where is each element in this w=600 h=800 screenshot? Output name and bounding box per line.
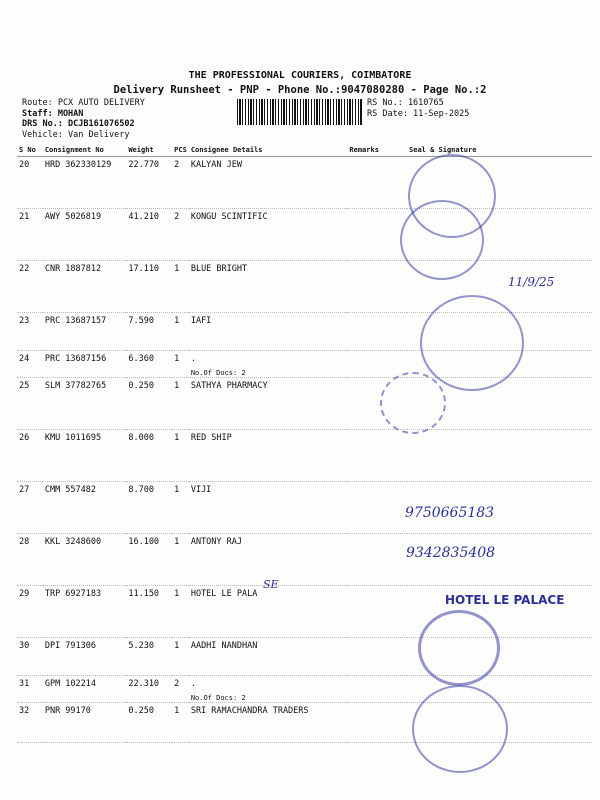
vehicle-line: Vehicle: Van Delivery xyxy=(22,129,130,140)
consignment-cell xyxy=(43,586,127,638)
consignee-cell xyxy=(189,430,348,482)
weight-cell-text: 22.770 xyxy=(128,160,160,170)
pcs-cell xyxy=(172,351,189,378)
table-row xyxy=(17,482,592,534)
sno-cell-text: 23 xyxy=(19,316,30,326)
table-row xyxy=(17,430,592,482)
sno-cell-text: 27 xyxy=(19,485,30,495)
remarks-cell xyxy=(347,586,407,638)
table-row xyxy=(17,351,592,378)
pcs-cell xyxy=(172,313,189,351)
weight-cell xyxy=(126,209,172,261)
weight-cell xyxy=(126,703,172,743)
consignment-cell-text: DPI 791306 xyxy=(44,641,97,651)
consignment-cell-text: PRC 13687157 xyxy=(44,316,107,326)
consignee-cell-text: VIJI xyxy=(190,485,212,495)
handwritten-le-overlay: SE xyxy=(263,578,279,591)
remarks-cell xyxy=(347,534,407,586)
consignee-cell xyxy=(189,157,348,209)
rs-date: RS Date: 11-Sep-2025 xyxy=(367,109,470,119)
consignee-cell xyxy=(189,313,348,351)
consignee-cell xyxy=(189,586,348,638)
sno-cell xyxy=(17,261,43,313)
barcode xyxy=(237,99,362,125)
weight-cell-text: 11.150 xyxy=(128,589,160,599)
col-weight: Weight xyxy=(126,144,172,157)
consignee-cell xyxy=(189,378,348,430)
consignee-cell-text: SRI RAMACHANDRA TRADERS xyxy=(190,706,309,716)
company-title: THE PROFESSIONAL COURIERS, COIMBATORE xyxy=(188,70,412,81)
remarks-cell xyxy=(347,430,407,482)
pcs-cell xyxy=(172,676,189,703)
remarks-cell xyxy=(347,261,407,313)
consignee-cell xyxy=(189,209,348,261)
weight-cell xyxy=(126,676,172,703)
sno-cell-text: 21 xyxy=(19,212,30,222)
sno-cell-text: 29 xyxy=(19,589,30,599)
phone-handwriting-2: 9342835408 xyxy=(406,545,496,561)
table-row xyxy=(17,313,592,351)
staff-line: Staff: MOHAN xyxy=(22,108,84,119)
signature-cell xyxy=(407,313,592,351)
consignment-cell xyxy=(43,209,127,261)
sno-cell xyxy=(17,586,43,638)
consignment-cell-text: TRP 6927183 xyxy=(44,589,102,599)
pcs-cell xyxy=(172,209,189,261)
consignment-cell xyxy=(43,157,127,209)
remarks-cell xyxy=(347,676,407,703)
weight-cell-text: 17.110 xyxy=(128,264,160,274)
sno-cell xyxy=(17,703,43,743)
weight-cell xyxy=(126,430,172,482)
pcs-cell-text: 2 xyxy=(174,679,180,689)
table-row xyxy=(17,638,592,676)
col-remarks: Remarks xyxy=(347,144,407,157)
remarks-cell xyxy=(347,638,407,676)
pcs-cell-text: 1 xyxy=(174,381,180,391)
signature-cell xyxy=(407,638,592,676)
weight-cell-text: 5.230 xyxy=(128,641,154,651)
pcs-cell xyxy=(172,638,189,676)
sno-cell xyxy=(17,430,43,482)
consignee-cell xyxy=(189,261,348,313)
consignee-cell-text: HOTEL LE PALA xyxy=(190,589,258,599)
weight-cell xyxy=(126,378,172,430)
consignment-cell-text: HRD 362330129 xyxy=(44,160,112,170)
consignment-cell xyxy=(43,430,127,482)
consignee-cell-text: KALYAN JEW xyxy=(190,160,243,170)
consignment-cell xyxy=(43,261,127,313)
col-consignment: Consignment No xyxy=(43,144,127,157)
signature-cell xyxy=(407,430,592,482)
consignee-cell-text: KONGU SCINTIFIC xyxy=(190,212,268,222)
sno-cell-text: 31 xyxy=(19,679,30,689)
route-line: Route: PCX AUTO DELIVERY xyxy=(22,98,145,108)
pcs-cell-text: 1 xyxy=(174,641,180,651)
signature-cell xyxy=(407,157,592,209)
consignment-cell-text: PRC 13687156 xyxy=(44,354,107,364)
col-pcs: PCS xyxy=(172,144,189,157)
consignment-cell-text: SLM 37782765 xyxy=(44,381,107,391)
rs-info xyxy=(367,98,469,120)
consignment-cell xyxy=(43,676,127,703)
remarks-cell xyxy=(347,378,407,430)
consignee-cell xyxy=(189,638,348,676)
weight-cell-text: 8.000 xyxy=(128,433,154,443)
sno-cell xyxy=(17,482,43,534)
table-header-row xyxy=(17,144,592,157)
weight-cell xyxy=(126,313,172,351)
rs-number: RS No.: 1610765 xyxy=(367,98,444,108)
sno-cell-text: 26 xyxy=(19,433,30,443)
pcs-cell-text: 1 xyxy=(174,264,180,274)
signature-cell xyxy=(407,703,592,743)
weight-cell-text: 16.100 xyxy=(128,537,160,547)
sno-cell xyxy=(17,157,43,209)
sno-cell xyxy=(17,534,43,586)
table-row xyxy=(17,534,592,586)
sno-cell xyxy=(17,351,43,378)
weight-cell-text: 0.250 xyxy=(128,706,154,716)
pcs-cell-text: 1 xyxy=(174,433,180,443)
consignee-cell-text: SATHYA PHARMACY xyxy=(190,381,268,391)
consignment-cell-text: CNR 1887812 xyxy=(44,264,102,274)
consignee-cell-text: BLUE BRIGHT xyxy=(190,264,248,274)
route-info xyxy=(22,98,145,140)
sno-cell xyxy=(17,209,43,261)
consignment-cell-text: CMM 557482 xyxy=(44,485,97,495)
pcs-cell-text: 1 xyxy=(174,537,180,547)
consignee-cell-text: ANTONY RAJ xyxy=(190,537,243,547)
weight-cell-text: 6.360 xyxy=(128,354,154,364)
sno-cell xyxy=(17,676,43,703)
consignee-cell-text: IAFI xyxy=(190,316,212,326)
consignment-cell xyxy=(43,351,127,378)
pcs-cell xyxy=(172,157,189,209)
consignee-cell xyxy=(189,676,348,703)
consignee-cell xyxy=(189,351,348,378)
pcs-cell xyxy=(172,261,189,313)
phone-handwriting-1: 9750665183 xyxy=(405,505,495,521)
consignee-cell-text: AADHI NANDHAN xyxy=(190,641,258,651)
consignment-cell-text: AWY 5026819 xyxy=(44,212,102,222)
hotel-le-palace-stamp: HOTEL LE PALACE xyxy=(445,593,565,607)
runsheet-subtitle: Delivery Runsheet - PNP - Phone No.:9047080280 - Page No.:2 xyxy=(113,84,487,96)
sno-cell xyxy=(17,378,43,430)
signature-cell xyxy=(407,351,592,378)
pcs-cell xyxy=(172,703,189,743)
weight-cell xyxy=(126,157,172,209)
weight-cell-text: 22.310 xyxy=(128,679,160,689)
table-row xyxy=(17,157,592,209)
remarks-cell xyxy=(347,482,407,534)
pcs-cell-text: 1 xyxy=(174,589,180,599)
table-row xyxy=(17,378,592,430)
pcs-cell xyxy=(172,534,189,586)
remarks-cell xyxy=(347,351,407,378)
remarks-cell xyxy=(347,157,407,209)
col-consignee: Consignee Details xyxy=(189,144,348,157)
pcs-cell-text: 2 xyxy=(174,212,180,222)
table-row xyxy=(17,261,592,313)
consignee-cell xyxy=(189,703,348,743)
signature-cell xyxy=(407,378,592,430)
docs-count: No.Of Docs: 2 xyxy=(190,694,246,702)
pcs-cell-text: 2 xyxy=(174,160,180,170)
pcs-cell xyxy=(172,586,189,638)
date-handwriting: 11/9/25 xyxy=(508,275,555,289)
sno-cell-text: 24 xyxy=(19,354,30,364)
pcs-cell xyxy=(172,378,189,430)
table-row xyxy=(17,676,592,703)
sno-cell xyxy=(17,313,43,351)
remarks-cell xyxy=(347,703,407,743)
consignment-cell xyxy=(43,482,127,534)
signature-cell xyxy=(407,482,592,534)
sno-cell-text: 30 xyxy=(19,641,30,651)
signature-cell xyxy=(407,261,592,313)
remarks-cell xyxy=(347,209,407,261)
sno-cell-text: 22 xyxy=(19,264,30,274)
consignment-cell xyxy=(43,313,127,351)
weight-cell xyxy=(126,534,172,586)
consignment-cell xyxy=(43,703,127,743)
consignment-cell-text: KKL 3248600 xyxy=(44,537,102,547)
weight-cell-text: 8.700 xyxy=(128,485,154,495)
pcs-cell xyxy=(172,430,189,482)
pcs-cell-text: 1 xyxy=(174,706,180,716)
runsheet-table xyxy=(17,144,592,743)
weight-cell xyxy=(126,261,172,313)
signature-cell xyxy=(407,534,592,586)
pcs-cell xyxy=(172,482,189,534)
col-sno: S No xyxy=(17,144,43,157)
weight-cell xyxy=(126,351,172,378)
drs-line: DRS No.: DCJB161076502 xyxy=(22,119,135,130)
weight-cell-text: 0.250 xyxy=(128,381,154,391)
pcs-cell-text: 1 xyxy=(174,354,180,364)
consignment-cell-text: PNR 99170 xyxy=(44,706,91,716)
sno-cell-text: 20 xyxy=(19,160,30,170)
remarks-cell xyxy=(347,313,407,351)
docs-count: No.Of Docs: 2 xyxy=(190,369,246,377)
pcs-cell-text: 1 xyxy=(174,316,180,326)
sno-cell xyxy=(17,638,43,676)
table-row xyxy=(17,703,592,743)
consignment-cell-text: KMU 1011695 xyxy=(44,433,102,443)
consignee-cell-text: . xyxy=(190,354,196,364)
weight-cell-text: 7.590 xyxy=(128,316,154,326)
sno-cell-text: 25 xyxy=(19,381,30,391)
signature-cell xyxy=(407,209,592,261)
consignee-cell-text: . xyxy=(190,679,196,689)
sno-cell-text: 28 xyxy=(19,537,30,547)
consignment-cell-text: GPM 102214 xyxy=(44,679,97,689)
weight-cell xyxy=(126,586,172,638)
weight-cell xyxy=(126,638,172,676)
sno-cell-text: 32 xyxy=(19,706,30,716)
consignment-cell xyxy=(43,378,127,430)
consignment-cell xyxy=(43,638,127,676)
consignment-cell xyxy=(43,534,127,586)
pcs-cell-text: 1 xyxy=(174,485,180,495)
consignee-cell-text: RED SHIP xyxy=(190,433,232,443)
weight-cell xyxy=(126,482,172,534)
table-row xyxy=(17,209,592,261)
weight-cell-text: 41.210 xyxy=(128,212,160,222)
consignee-cell xyxy=(189,482,348,534)
col-signature: Seal & Signature xyxy=(407,144,592,157)
signature-cell xyxy=(407,676,592,703)
